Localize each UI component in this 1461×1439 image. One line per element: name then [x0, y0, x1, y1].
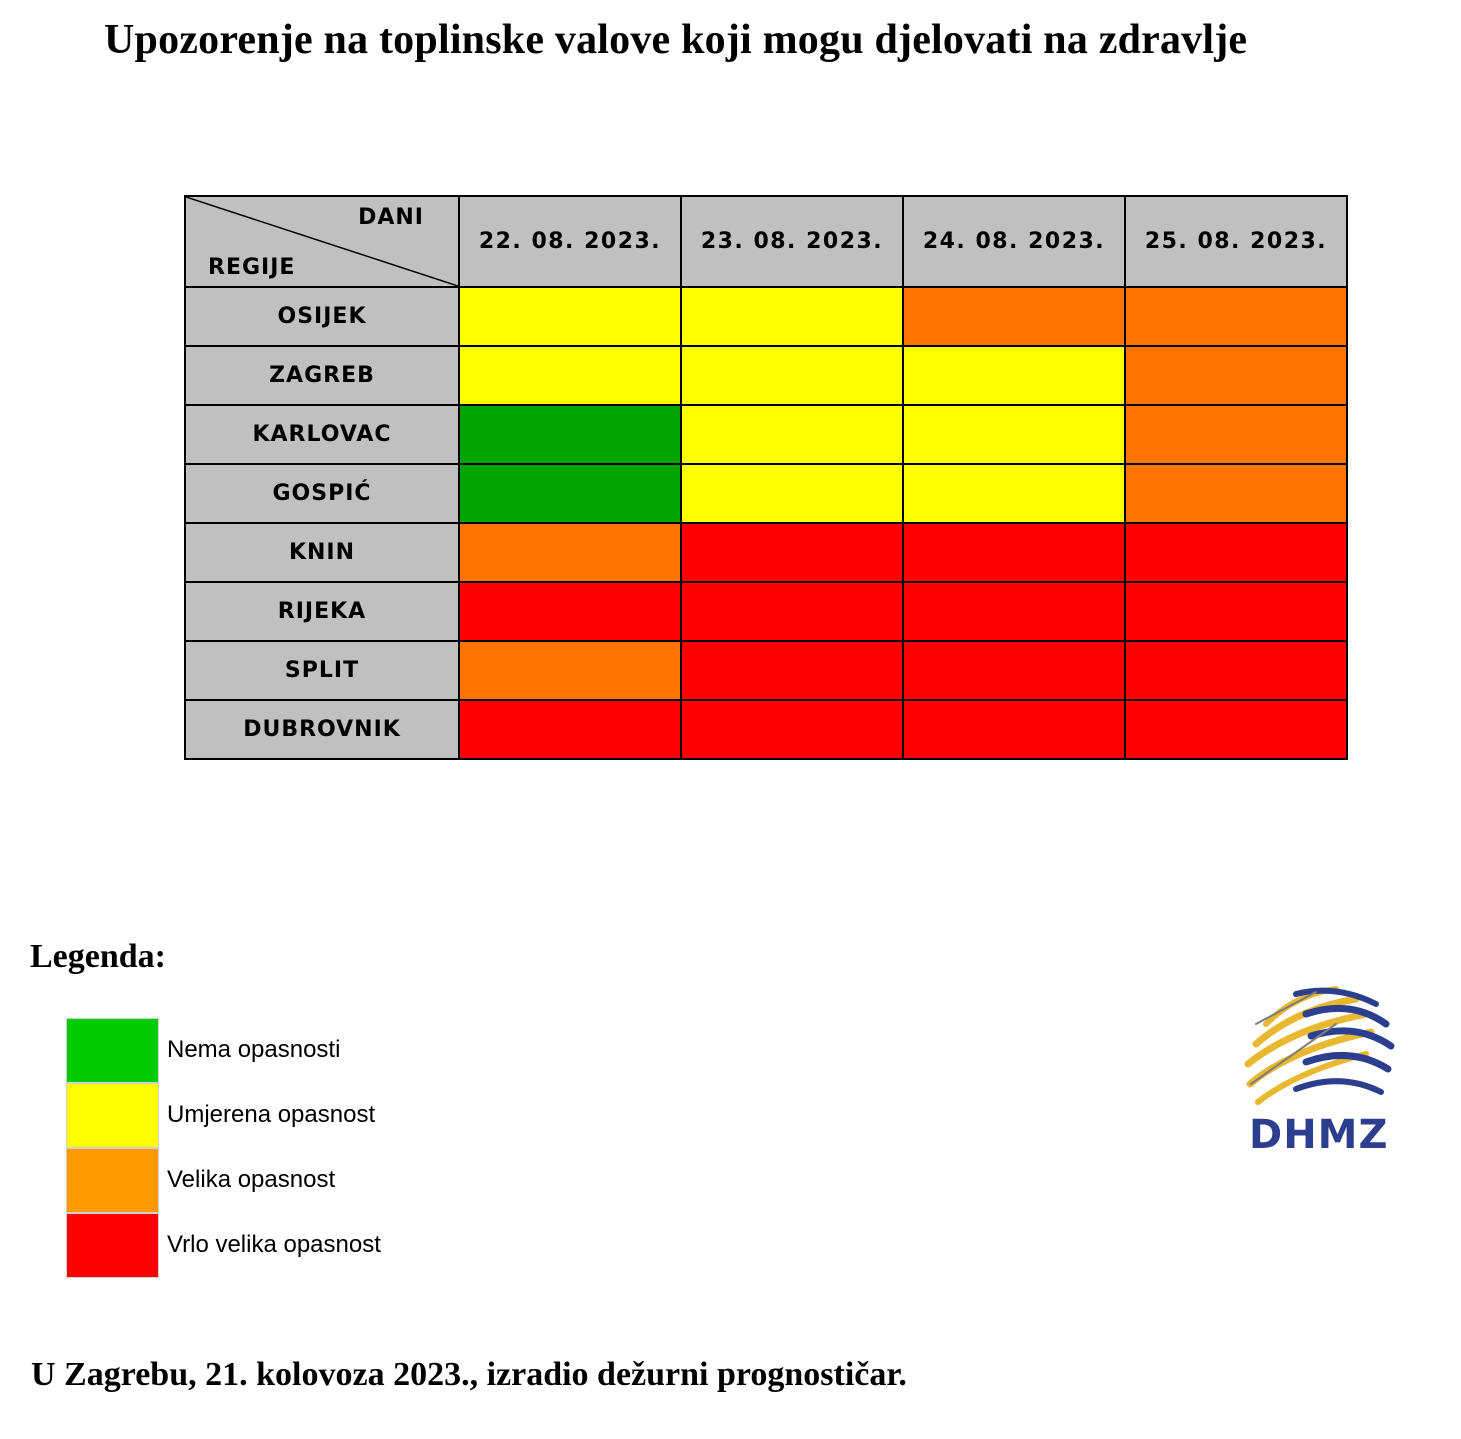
warning-level-cell — [681, 700, 903, 759]
legend-label: Velika opasnost — [167, 1166, 336, 1193]
warning-level-cell — [459, 464, 681, 523]
warning-level-cell — [1125, 346, 1347, 405]
warning-level-cell — [459, 641, 681, 700]
legend-item — [66, 1083, 486, 1148]
warning-level-cell — [459, 582, 681, 641]
legend-item — [66, 1148, 486, 1213]
warning-level-cell — [459, 700, 681, 759]
legend-title: Legenda: — [30, 938, 166, 975]
legend-swatch — [66, 1148, 159, 1213]
dhmz-logo-text: DHMZ — [1249, 1112, 1389, 1158]
warning-level-cell — [1125, 700, 1347, 759]
region-label: OSIJEK — [185, 287, 459, 346]
table-row — [185, 641, 1347, 700]
warning-level-cell — [1125, 641, 1347, 700]
legend-label: Nema opasnosti — [167, 1036, 341, 1063]
region-label: SPLIT — [185, 641, 459, 700]
region-label: KARLOVAC — [185, 405, 459, 464]
heatwave-warning-table — [184, 195, 1348, 760]
legend-swatch — [66, 1213, 159, 1278]
warning-level-cell — [459, 287, 681, 346]
warning-level-cell — [903, 641, 1125, 700]
date-column-header: 22. 08. 2023. — [459, 196, 681, 287]
table-header-row — [185, 196, 1347, 287]
warning-level-cell — [459, 346, 681, 405]
footer-note: U Zagrebu, 21. kolovoza 2023., izradio dežurni prognostičar. — [31, 1356, 907, 1393]
warning-level-cell — [1125, 405, 1347, 464]
warning-level-cell — [903, 405, 1125, 464]
warning-level-cell — [459, 523, 681, 582]
warning-level-cell — [1125, 287, 1347, 346]
days-axis-label: DANI — [358, 205, 424, 230]
legend-item — [66, 1213, 486, 1278]
warning-level-cell — [903, 464, 1125, 523]
warning-level-cell — [903, 346, 1125, 405]
warning-level-cell — [903, 582, 1125, 641]
legend-item — [66, 1018, 486, 1083]
legend-swatch — [66, 1018, 159, 1083]
legend-swatch — [66, 1083, 159, 1148]
table-row — [185, 464, 1347, 523]
regions-axis-label: REGIJE — [208, 255, 296, 280]
region-label: RIJEKA — [185, 582, 459, 641]
table-row — [185, 523, 1347, 582]
legend-label: Vrlo velika opasnost — [167, 1231, 381, 1258]
warning-level-cell — [681, 523, 903, 582]
table-row — [185, 700, 1347, 759]
warning-level-cell — [1125, 464, 1347, 523]
warning-level-cell — [681, 641, 903, 700]
warning-level-cell — [903, 523, 1125, 582]
warning-level-cell — [681, 464, 903, 523]
warning-level-cell — [1125, 582, 1347, 641]
region-label: DUBROVNIK — [185, 700, 459, 759]
warning-level-cell — [681, 287, 903, 346]
legend — [66, 1018, 486, 1278]
date-column-header: 25. 08. 2023. — [1125, 196, 1347, 287]
region-label: KNIN — [185, 523, 459, 582]
warning-level-cell — [903, 700, 1125, 759]
table-row — [185, 582, 1347, 641]
warning-level-cell — [681, 405, 903, 464]
region-label: GOSPIĆ — [185, 464, 459, 523]
legend-label: Umjerena opasnost — [167, 1101, 376, 1128]
date-column-header: 23. 08. 2023. — [681, 196, 903, 287]
warning-level-cell — [681, 346, 903, 405]
warning-level-cell — [903, 287, 1125, 346]
date-column-header: 24. 08. 2023. — [903, 196, 1125, 287]
table-row — [185, 346, 1347, 405]
table-row — [185, 405, 1347, 464]
table-row — [185, 287, 1347, 346]
region-label: ZAGREB — [185, 346, 459, 405]
warning-level-cell — [459, 405, 681, 464]
page-title: Upozorenje na toplinske valove koji mogu djelovati na zdravlje — [104, 17, 1248, 63]
table-corner-header — [185, 196, 459, 287]
warning-level-cell — [681, 582, 903, 641]
warning-level-cell — [1125, 523, 1347, 582]
